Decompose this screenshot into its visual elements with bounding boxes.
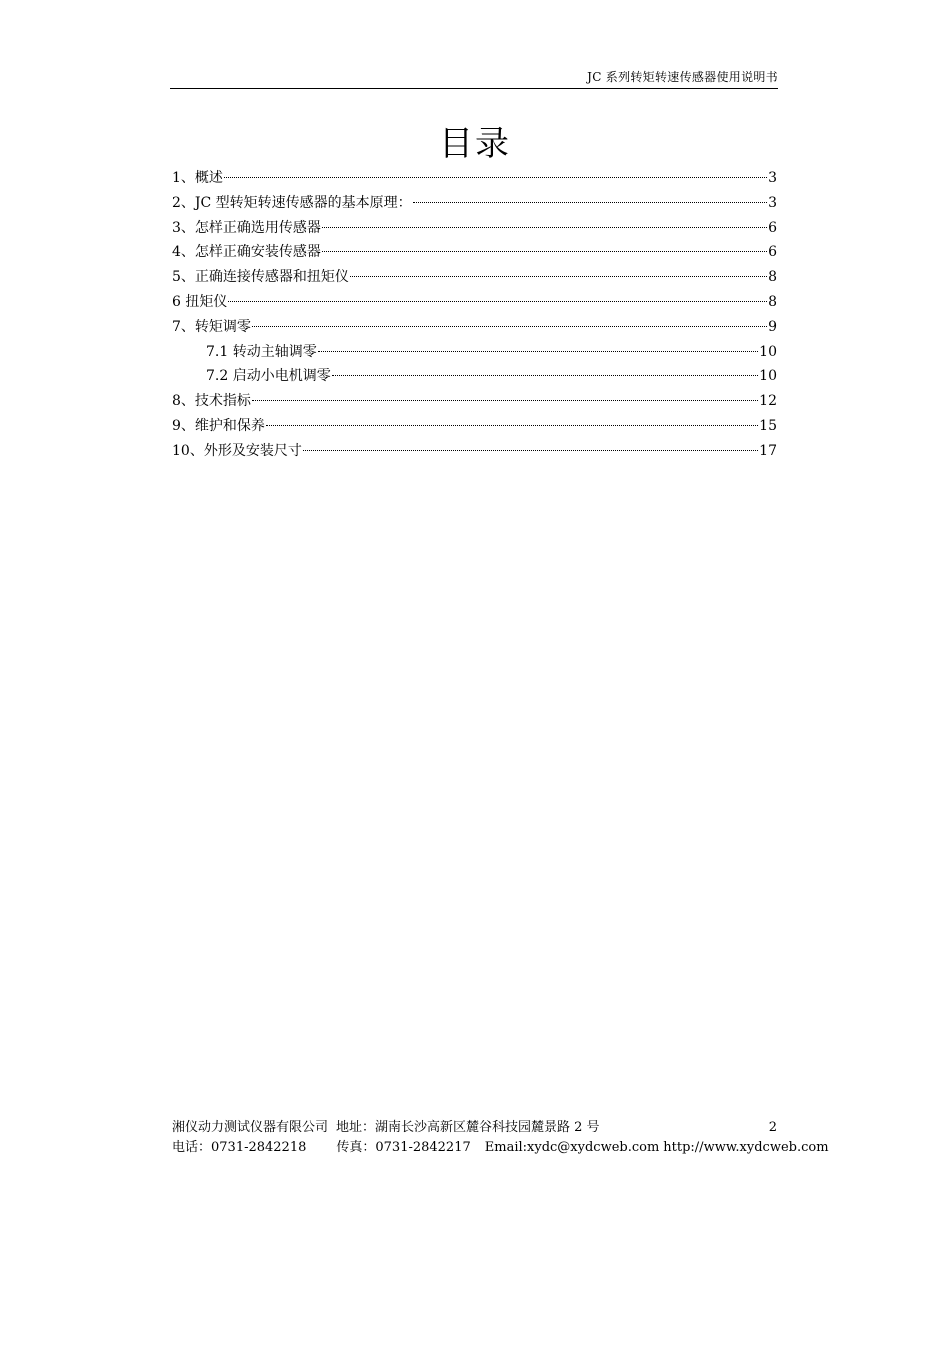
page-number: 2	[768, 1120, 777, 1135]
toc-entry-label: 3、怎样正确选用传感器	[172, 219, 321, 236]
footer-phone: 电话：0731-2842218	[172, 1140, 307, 1155]
footer-email: Email:xydc@xydcweb.com	[484, 1140, 660, 1155]
footer-url: http://www.xydcweb.com	[663, 1140, 829, 1155]
toc-entry-label: 9、维护和保养	[172, 417, 265, 434]
toc-subentry[interactable]	[172, 340, 777, 365]
toc-entry[interactable]	[172, 265, 777, 290]
toc-entry-page: 6	[768, 219, 777, 236]
toc-entry-page: 3	[768, 194, 777, 211]
page-header	[170, 66, 778, 89]
document-title: JC 系列转矩转速传感器使用说明书	[587, 70, 778, 84]
toc-entry-label: 1、概述	[172, 170, 223, 186]
toc-entry-label: 6 扭矩仪	[172, 293, 228, 310]
toc-entry-page: 9	[768, 318, 777, 335]
page-footer	[172, 1118, 829, 1158]
toc-entry[interactable]	[172, 315, 777, 340]
toc-entry-page: 15	[759, 417, 777, 434]
dot-leader	[224, 177, 767, 178]
toc-entry[interactable]	[172, 191, 777, 216]
toc-entry[interactable]	[172, 414, 777, 439]
toc-entry-label: 8、技术指标	[172, 393, 251, 410]
toc-entry-page: 10	[759, 343, 777, 360]
table-of-contents	[172, 166, 777, 464]
toc-entry-page: 12	[759, 393, 777, 410]
toc-entry-label: 2、JC 型转矩转速传感器的基本原理：	[172, 194, 412, 211]
toc-entry[interactable]	[172, 439, 777, 464]
toc-entry-label: 4、怎样正确安装传感器	[172, 244, 321, 261]
dot-leader	[303, 450, 758, 451]
footer-fax: 传真：0731-2842217	[336, 1140, 471, 1155]
toc-entry-page: 3	[768, 170, 777, 186]
dot-leader	[350, 276, 767, 277]
toc-subentry[interactable]	[172, 364, 777, 389]
toc-entry[interactable]	[172, 216, 777, 241]
toc-entry-label: 10、外形及安装尺寸	[172, 442, 302, 459]
toc-entry-page: 8	[768, 269, 777, 286]
dot-leader	[322, 251, 767, 252]
dot-leader	[318, 351, 758, 352]
toc-entry-label: 7、转矩调零	[172, 318, 251, 335]
footer-line-contact	[172, 1138, 829, 1158]
dot-leader	[322, 227, 767, 228]
toc-entry-label: 7.1 转动主轴调零	[206, 343, 317, 360]
toc-entry-page: 10	[759, 368, 777, 385]
toc-entry[interactable]	[172, 389, 777, 414]
toc-entry-page: 6	[768, 244, 777, 261]
dot-leader	[252, 326, 767, 327]
toc-entry-page: 17	[759, 442, 777, 459]
footer-company: 湘仪动力测试仪器有限公司	[172, 1120, 329, 1135]
footer-line-address	[172, 1118, 777, 1138]
dot-leader	[252, 400, 758, 401]
toc-entry-page: 8	[768, 293, 777, 310]
toc-entry-label: 7.2 启动小电机调零	[206, 368, 331, 385]
toc-entry-label: 5、正确连接传感器和扭矩仪	[172, 269, 349, 286]
dot-leader	[332, 375, 758, 376]
toc-entry[interactable]	[172, 290, 777, 315]
footer-address: 地址：湖南长沙高新区麓谷科技园麓景路 2 号	[336, 1120, 600, 1135]
dot-leader	[266, 425, 758, 426]
toc-entry[interactable]	[172, 166, 777, 191]
dot-leader	[413, 202, 767, 203]
dot-leader	[228, 301, 767, 302]
toc-heading: 目录	[439, 124, 511, 164]
toc-entry[interactable]	[172, 240, 777, 265]
